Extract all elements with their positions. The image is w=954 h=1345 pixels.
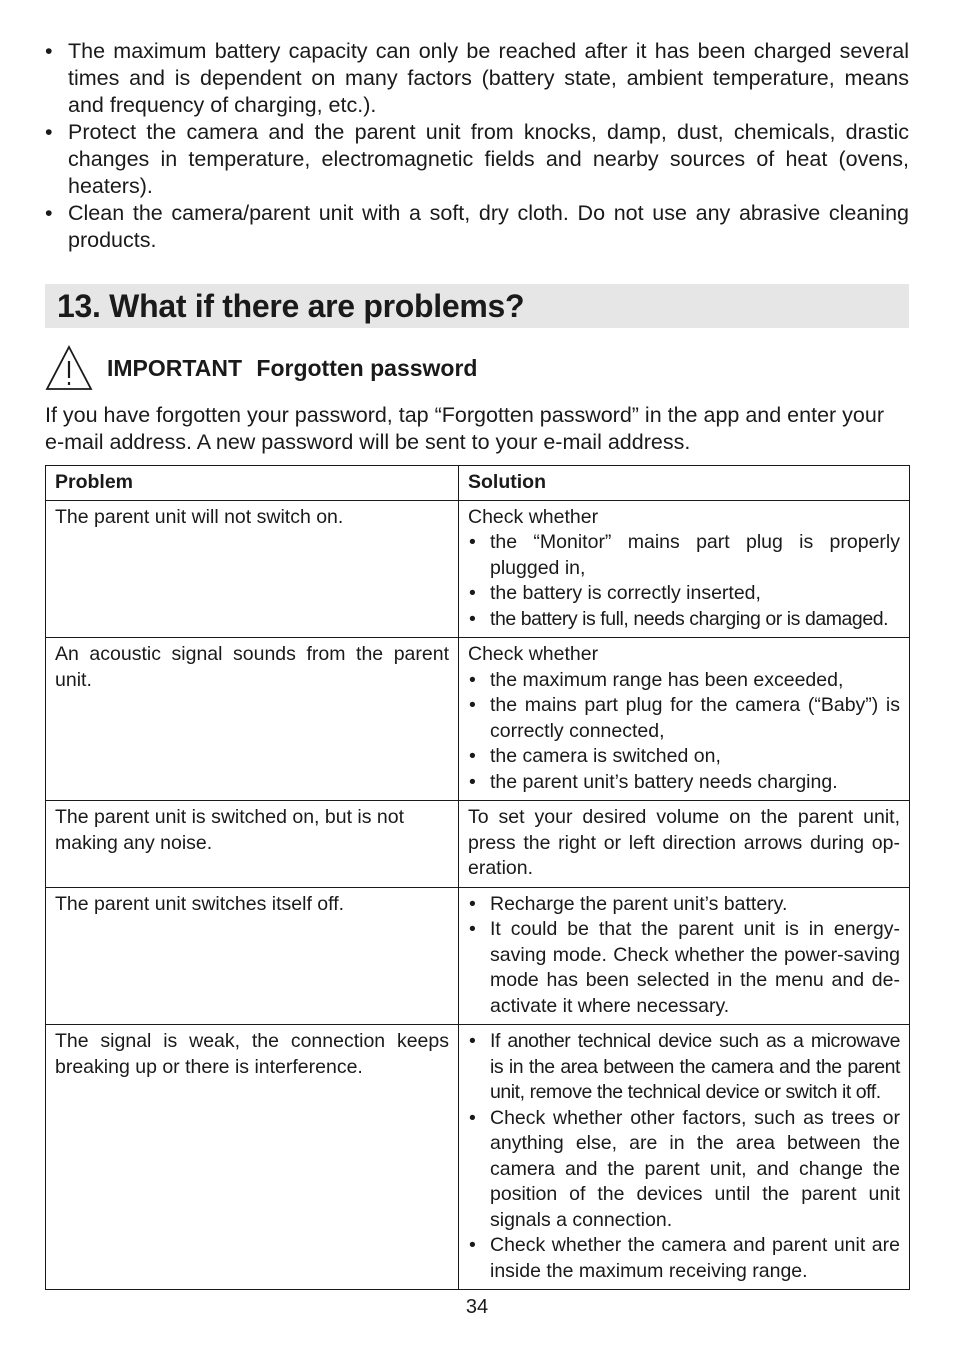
solution-list <box>468 668 900 796</box>
list-item: • Clean the camera/parent unit with a soft, dry cloth. Do not use any abrasive cleaning products. <box>45 200 909 254</box>
list-item: • Check whether the camera and parent unit are inside the maximum receiving range. <box>468 1233 900 1284</box>
list-item: • Protect the camera and the parent unit from knocks, damp, dust, chemicals, drastic changes in temperature, electromagnetic fields and nearby sources of heat (ovens, heaters). <box>45 119 909 200</box>
care-instructions-list <box>45 38 909 254</box>
list-item: • the parent unit’s battery needs charging. <box>468 770 900 796</box>
table-row <box>46 638 910 801</box>
problem-cell: The parent unit will not switch on. <box>46 500 459 638</box>
important-heading <box>107 355 477 382</box>
list-item: • the “Monitor” mains part plug is properly plugged in, <box>468 530 900 581</box>
important-title: Forgotten password <box>256 354 478 381</box>
solution-cell <box>459 500 910 638</box>
column-header-solution: Solution <box>459 466 910 501</box>
problem-cell: The parent unit switches itself off. <box>46 887 459 1025</box>
solution-intro: Check whether <box>468 643 599 665</box>
solution-cell <box>459 801 910 888</box>
section-title: 13. What if there are problems? <box>57 287 525 324</box>
solution-list <box>468 1029 900 1284</box>
list-item: • the camera is switched on, <box>468 744 900 770</box>
list-item: • the maximum range has been exceeded, <box>468 668 900 694</box>
list-item: • the battery is correctly inserted, <box>468 581 900 607</box>
table-row <box>46 1025 910 1290</box>
warning-triangle-icon <box>45 344 93 392</box>
solution-intro: Check whether <box>468 505 599 528</box>
important-notice-header <box>45 342 909 394</box>
table-header-row <box>46 466 910 501</box>
problem-cell: An acoustic signal sounds from the parent unit. <box>46 638 459 801</box>
table-row <box>46 801 910 888</box>
solution-text: To set your desired volume on the parent unit, press the right or left direction arrows during operation. <box>468 806 900 879</box>
list-item: • Check whether other factors, such as trees or anything else, are in the area between the camera and the parent unit, and change the position of the devices until the parent unit signals a connection. <box>468 1106 900 1234</box>
solution-cell <box>459 887 910 1025</box>
list-item: • It could be that the parent unit is in energy-saving mode. Check whether the power-saving mode has been selected in the menu and deactivate it where necessary. <box>468 917 900 1019</box>
important-label: IMPORTANT <box>107 354 243 381</box>
column-header-problem: Problem <box>46 466 459 501</box>
manual-page <box>45 38 909 1290</box>
list-item: • If another technical device such as a microwave is in the area between the camera and the parent unit, remove the technical device or switch it off. <box>468 1029 900 1106</box>
list-item: • the battery is full, needs charging or is damaged. <box>468 607 900 633</box>
problem-cell: The signal is weak, the connection keeps breaking up or there is interference. <box>46 1025 459 1290</box>
list-item: • Recharge the parent unit’s battery. <box>468 892 900 918</box>
section-heading <box>45 284 909 328</box>
table-row <box>46 500 910 638</box>
problem-cell: The parent unit is switched on, but is not making any noise. <box>46 801 459 888</box>
solution-cell <box>459 638 910 801</box>
solution-list <box>468 892 900 1020</box>
troubleshooting-table <box>45 465 910 1290</box>
important-text: If you have forgotten your password, tap “Forgotten password” in the app and enter your e-mail address. A new password will be sent to your e-mail address. <box>45 403 884 454</box>
list-item: • The maximum battery capacity can only be reached after it has been charged several times and is dependent on many factors (battery state, ambient temperature, means and frequency of charging, etc.). <box>45 38 909 119</box>
page-number: 34 <box>465 1296 489 1318</box>
table-row <box>46 887 910 1025</box>
solution-list <box>468 530 900 632</box>
list-item: • the mains part plug for the camera (“Baby”) is correctly connected, <box>468 693 900 744</box>
solution-cell <box>459 1025 910 1290</box>
